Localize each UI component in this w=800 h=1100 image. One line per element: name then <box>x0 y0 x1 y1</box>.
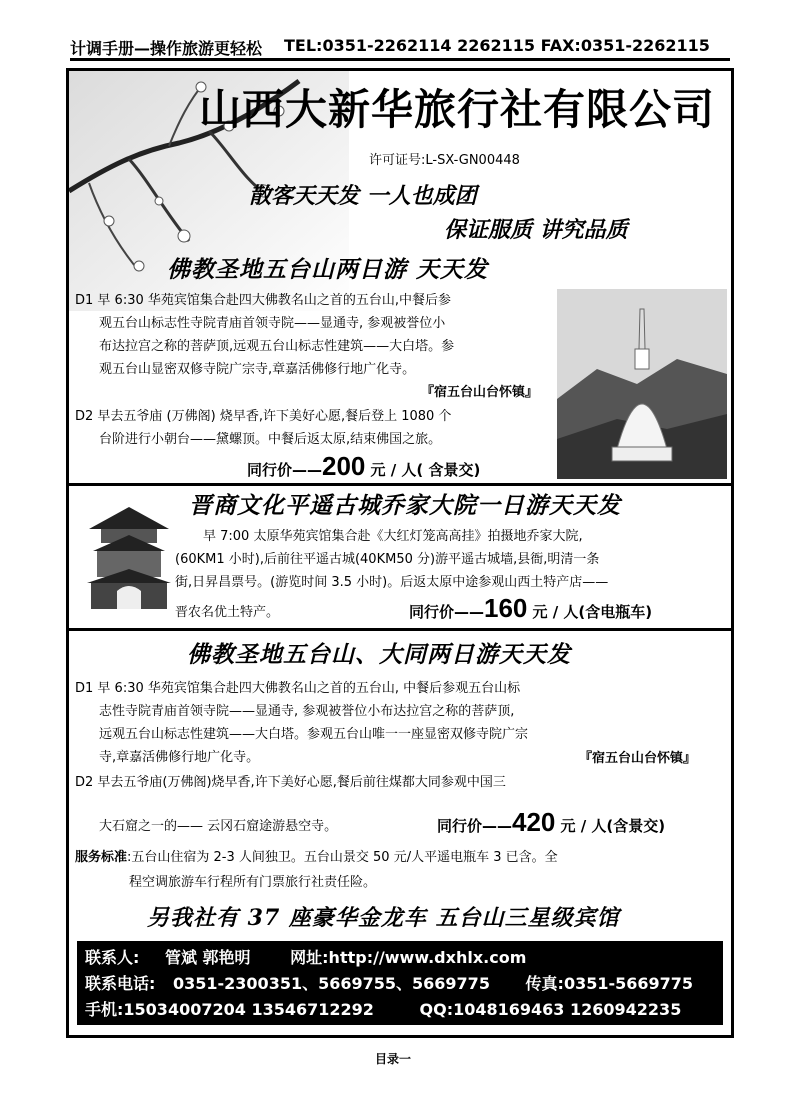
top-header-bar <box>70 36 730 60</box>
price-label: 同行价—— <box>247 461 323 479</box>
tour3-line: 远观五台山标志性建筑——大白塔。参观五台山唯一一座显密双修寺院广宗 <box>99 727 529 742</box>
tour3-line: 志性寺院青庙首领寺院——显通寺, 参观被誉位小布达拉宫之称的菩萨顶, <box>99 704 515 719</box>
promo-banner: 另我社有 37 座豪华金龙车 五台山三星级宾馆 <box>147 905 620 931</box>
tour3-line: 寺,章嘉活佛修行地广化寺。 <box>99 750 260 765</box>
contact-label: 联系人: <box>85 948 140 967</box>
advert-frame <box>66 68 734 1038</box>
license-number: 许可证号:L-SX-GN00448 <box>369 153 520 168</box>
tour1-line: 观五台山显密双修寺院广宗寺,章嘉活佛修行地广化寺。 <box>99 362 416 377</box>
tour1-overnight: 『宿五台山台怀镇』 <box>421 385 539 400</box>
section-divider <box>69 483 731 486</box>
slogan-daily-departure: 散客天天发 一人也成团 <box>249 183 477 209</box>
tour2-line: 街,日昇昌票号。(游览时间 3.5 小时)。后返太原中途参观山西土特产店—— <box>175 575 609 590</box>
tour2-line: 晋农名优土特产。 <box>175 605 280 620</box>
page-label: 目录一 <box>375 1052 412 1066</box>
tour1-title: 佛教圣地五台山两日游 天天发 <box>167 256 489 283</box>
tour2-title: 晋商文化平遥古城乔家大院一日游天天发 <box>189 492 621 519</box>
service-text: :五台山住宿为 2-3 人间独卫。五台山景交 50 元/人平遥电瓶车 3 已含。全 <box>127 850 558 865</box>
tour3-line: D2 早去五爷庙(万佛阁)烧早香,许下美好心愿,餐后前往煤都大同参观中国三 <box>75 775 506 790</box>
service-text-2: 程空调旅游车行程所有门票旅行社责任险。 <box>129 875 377 890</box>
fax-number: 0351-5669775 <box>563 974 694 993</box>
section-divider <box>69 628 731 631</box>
footer-row-mobiles <box>85 997 681 1020</box>
tour1-day1-text <box>75 289 454 381</box>
web-label: 网址: <box>290 948 329 967</box>
contact-names: 管斌 郭艳明 <box>164 948 251 967</box>
tour2-price <box>409 593 652 624</box>
tour1-day2-text <box>75 405 451 451</box>
price-unit: 元 / 人(含景交) <box>560 817 666 835</box>
tour3-overnight: 『宿五台山台怀镇』 <box>579 751 697 766</box>
price-value: 160 <box>484 593 528 623</box>
footer-row-contacts <box>85 945 526 968</box>
phone-numbers: 0351-2300351、5669755、5669775 <box>172 974 490 993</box>
slogan-quality: 保证服质 讲究品质 <box>444 217 628 243</box>
service-label: 服务标准 <box>75 850 128 865</box>
pingyao-tower-photo <box>79 499 179 609</box>
tour3-day1-text <box>75 677 528 769</box>
tour1-line: 观五台山标志性寺院青庙首领寺院——显通寺, 参观被誉位小 <box>99 316 446 331</box>
mobile-label: 手机: <box>85 1000 124 1019</box>
tour3-price <box>437 807 665 838</box>
footer-row-phones <box>85 971 693 994</box>
tour3-day2-text <box>75 771 506 794</box>
phone-label: 联系电话: <box>85 974 156 993</box>
tour1-line: D1 早 6:30 华苑宾馆集合赴四大佛教名山之首的五台山,中餐后参 <box>75 293 452 308</box>
tour3-line: D1 早 6:30 华苑宾馆集合赴四大佛教名山之首的五台山, 中餐后参观五台山标 <box>75 681 521 696</box>
mobile-numbers: 15034007204 13546712292 <box>123 1000 374 1019</box>
company-name: 山西大新华旅行社有限公司 <box>199 85 716 134</box>
tour2-itinerary <box>175 525 608 594</box>
tour1-price <box>247 451 480 482</box>
agency-phone-fax: TEL:0351-2262114 2262115 FAX:0351-2262115 <box>284 36 710 55</box>
service-standard <box>75 846 558 869</box>
tour1-line: D2 早去五爷庙 (万佛阁) 烧早香,许下美好心愿,餐后登上 1080 个 <box>75 409 452 424</box>
tour2-line: 早 7:00 太原华苑宾馆集合赴《大红灯笼高高挂》拍摄地乔家大院, <box>203 529 583 544</box>
tour1-line: 台阶进行小朝台——黛螺顶。中餐后返太原,结束佛国之旅。 <box>99 432 442 447</box>
price-value: 200 <box>322 451 366 481</box>
website-link[interactable]: http://www.dxhlx.com <box>328 948 527 967</box>
price-unit: 元 / 人(含电瓶车) <box>532 603 653 621</box>
contact-footer <box>77 941 723 1025</box>
tour3-title: 佛教圣地五台山、大同两日游天天发 <box>187 641 571 668</box>
white-stupa-photo <box>557 289 727 479</box>
fax-label: 传真: <box>525 974 564 993</box>
tour1-line: 布达拉宫之称的菩萨顶,远观五台山标志性建筑——大白塔。参 <box>99 339 455 354</box>
price-value: 420 <box>512 807 556 837</box>
qq-numbers: 1048169463 1260942235 <box>453 1000 682 1019</box>
price-label: 同行价—— <box>409 603 485 621</box>
tour3-line: 大石窟之一的—— 云冈石窟途游悬空寺。 <box>99 819 338 834</box>
price-label: 同行价—— <box>437 817 513 835</box>
header-rule <box>70 58 730 61</box>
price-unit: 元 / 人( 含景交) <box>370 461 481 479</box>
tour2-line: (60KM1 小时),后前往平遥古城(40KM50 分)游平遥古城墙,县衙,明清一条 <box>175 552 600 567</box>
manual-title: 计调手册—操作旅游更轻松 <box>70 39 263 58</box>
qq-label: QQ: <box>419 1000 454 1019</box>
